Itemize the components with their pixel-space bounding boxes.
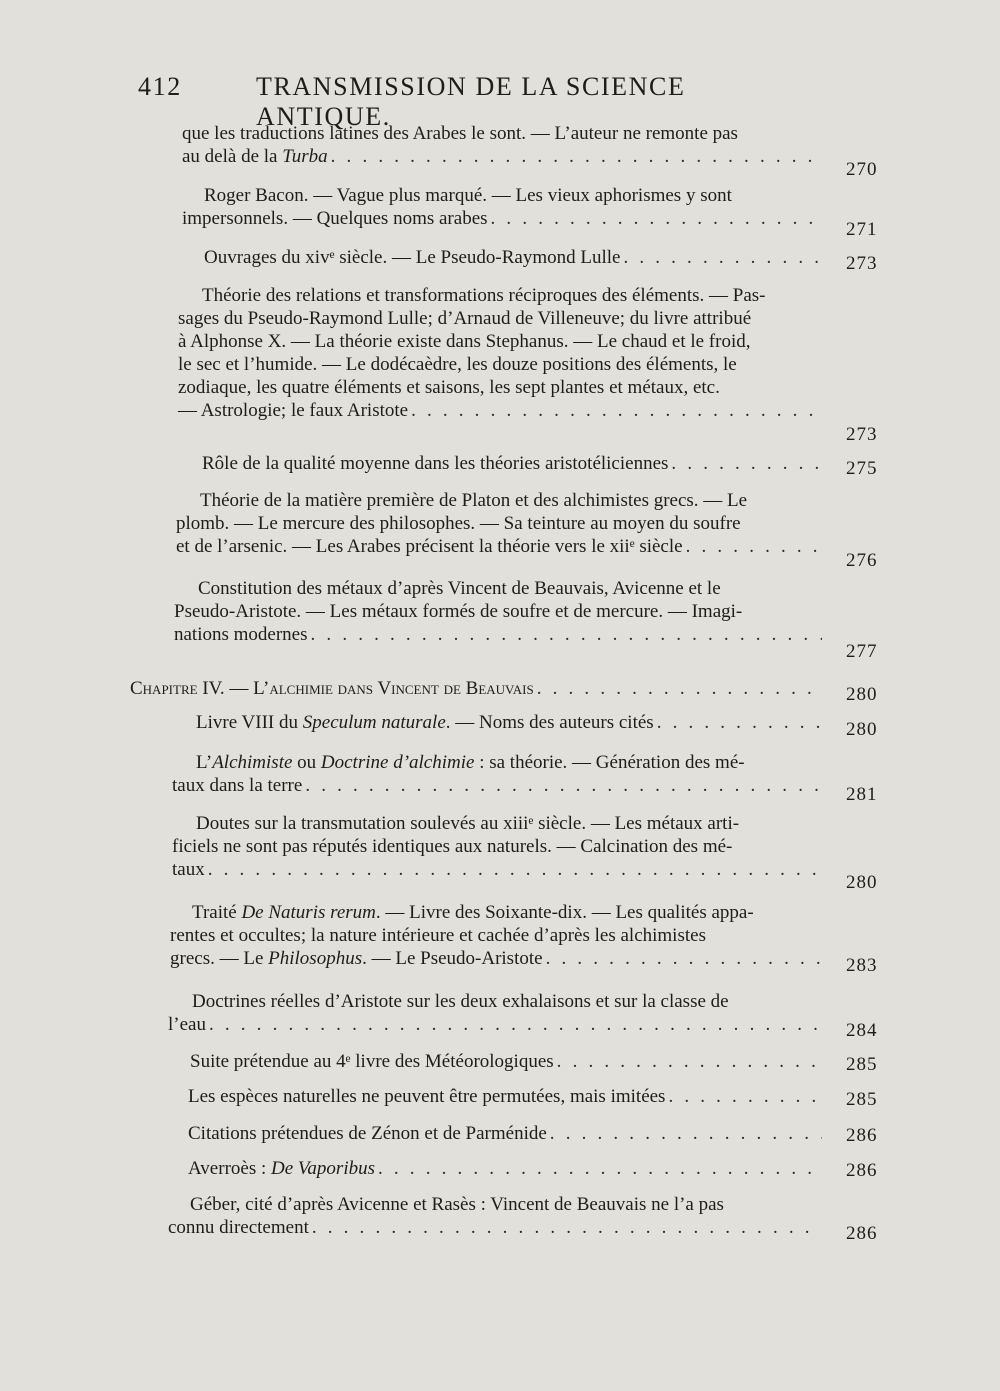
dot-leader bbox=[686, 535, 822, 558]
dot-leader bbox=[208, 858, 822, 881]
dot-leader bbox=[557, 1050, 822, 1073]
toc-line: Rôle de la qualité moyenne dans les théories aristotéliciennes bbox=[202, 453, 669, 474]
averroes-label: Averroès : De Vaporibus bbox=[188, 1158, 375, 1179]
toc-page-number: 280 bbox=[846, 719, 878, 740]
dot-leader bbox=[546, 947, 822, 970]
toc-last-line bbox=[172, 858, 822, 881]
dot-leader bbox=[671, 452, 822, 475]
toc-entry bbox=[182, 122, 822, 168]
toc-last-line bbox=[182, 207, 822, 230]
dot-leader bbox=[331, 145, 822, 168]
toc-last-line bbox=[176, 535, 822, 558]
toc-entry bbox=[188, 1122, 822, 1145]
toc-last-line bbox=[168, 1216, 822, 1239]
toc-last-line bbox=[172, 774, 822, 797]
toc-line: sages du Pseudo-Raymond Lulle; d’Arnaud de Villeneuve; du livre attribué bbox=[178, 308, 752, 329]
toc-line: Pseudo-Aristote. — Les métaux formés de soufre et de mercure. — Imagi- bbox=[174, 601, 743, 622]
toc-entry bbox=[172, 812, 822, 881]
toc-line: Suite prétendue au 4ᵉ livre des Météorologiques bbox=[190, 1051, 554, 1072]
toc-line: l’eau bbox=[168, 1014, 206, 1035]
dot-leader bbox=[411, 399, 822, 422]
dot-leader bbox=[305, 774, 822, 797]
toc-entry bbox=[202, 452, 822, 475]
toc-line: Constitution des métaux d’après Vincent de Beauvais, Avicenne et le bbox=[198, 578, 721, 599]
toc-line: impersonnels. — Quelques noms arabes bbox=[182, 208, 488, 229]
toc-page-number: 285 bbox=[846, 1054, 878, 1075]
toc-page-number: 286 bbox=[846, 1125, 878, 1146]
toc-line: le sec et l’humide. — Le dodécaèdre, les douze positions des éléments, le bbox=[178, 354, 737, 375]
toc-line: Roger Bacon. — Vague plus marqué. — Les vieux aphorismes y sont bbox=[204, 185, 732, 206]
toc-entry bbox=[172, 751, 822, 797]
toc-line: Doutes sur la transmutation soulevés au xiiiᵉ siècle. — Les métaux arti- bbox=[196, 813, 740, 834]
toc-last-line bbox=[204, 246, 822, 269]
toc-last-line bbox=[202, 452, 822, 475]
toc-entry bbox=[182, 184, 822, 230]
toc-line: rentes et occultes; la nature intérieure et cachée d’après les alchimistes bbox=[170, 925, 706, 946]
dot-leader bbox=[623, 246, 822, 269]
dot-leader bbox=[312, 1216, 822, 1239]
toc-line: Traité De Naturis rerum. — Livre des Soixante-dix. — Les qualités appa- bbox=[192, 902, 754, 923]
dot-leader bbox=[668, 1085, 822, 1108]
toc-line: connu directement bbox=[168, 1217, 309, 1238]
toc-last-line bbox=[170, 947, 822, 970]
toc-line: Ouvrages du xivᵉ siècle. — Le Pseudo-Raymond Lulle bbox=[204, 247, 621, 268]
toc-last-line bbox=[130, 677, 822, 700]
toc-entry bbox=[168, 1193, 822, 1239]
toc-page-number: 280 bbox=[846, 872, 878, 893]
toc-line: — Astrologie; le faux Aristote bbox=[178, 400, 409, 421]
toc-entry bbox=[188, 1085, 822, 1108]
toc-page-number: 270 bbox=[846, 159, 878, 180]
toc-line: taux dans la terre bbox=[172, 775, 303, 796]
toc-last-line bbox=[188, 1157, 822, 1180]
toc-entry bbox=[168, 990, 822, 1036]
toc-entry bbox=[196, 711, 822, 734]
toc-line: à Alphonse X. — La théorie existe dans Stephanus. — Le chaud et le froid, bbox=[178, 331, 751, 352]
dot-leader bbox=[657, 711, 822, 734]
toc-line: au delà de la Turba bbox=[182, 146, 328, 167]
toc-entry bbox=[190, 1050, 822, 1073]
toc-page-number: 273 bbox=[846, 424, 878, 445]
toc-line: Théorie des relations et transformations réciproques des éléments. — Pas- bbox=[202, 285, 766, 306]
running-title: TRANSMISSION DE LA SCIENCE ANTIQUE. bbox=[256, 72, 686, 131]
toc-line: Livre VIII du Speculum naturale. — Noms des auteurs cités bbox=[196, 712, 654, 733]
toc-page-number: 283 bbox=[846, 955, 878, 976]
toc-line bbox=[188, 1157, 375, 1180]
dot-leader bbox=[209, 1013, 822, 1036]
toc-page-number: 286 bbox=[846, 1160, 878, 1181]
toc-last-line bbox=[190, 1050, 822, 1073]
toc-page-number: 280 bbox=[846, 684, 878, 705]
toc-line: Théorie de la matière première de Platon et des alchimistes grecs. — Le bbox=[200, 490, 748, 511]
toc-page-number: 273 bbox=[846, 253, 878, 274]
dot-leader bbox=[491, 207, 822, 230]
toc-line: ficiels ne sont pas réputés identiques aux naturels. — Calcination des mé- bbox=[172, 836, 733, 857]
toc-page-number: 285 bbox=[846, 1089, 878, 1110]
toc-entry bbox=[170, 901, 822, 970]
toc-last-line bbox=[188, 1085, 822, 1108]
toc-line: Les espèces naturelles ne peuvent être permutées, mais imitées bbox=[188, 1086, 666, 1107]
toc-page-number: 277 bbox=[846, 641, 878, 662]
toc-line: Doctrines réelles d’Aristote sur les deux exhalaisons et sur la classe de bbox=[192, 991, 729, 1012]
toc-page-number: 271 bbox=[846, 219, 878, 240]
toc-entry bbox=[188, 1157, 822, 1180]
toc-line: Chapitre IV. — L’alchimie dans Vincent de Beauvais bbox=[130, 678, 534, 699]
toc-line: zodiaque, les quatre éléments et saisons, les sept plantes et métaux, etc. bbox=[178, 377, 720, 398]
toc-line: plomb. — Le mercure des philosophes. — Sa teinture au moyen du soufre bbox=[176, 513, 741, 534]
toc-page-number: 281 bbox=[846, 784, 878, 805]
toc-page-number: 275 bbox=[846, 458, 878, 479]
dot-leader bbox=[537, 677, 822, 700]
toc-line: L’Alchimiste ou Doctrine d’alchimie : sa théorie. — Génération des mé- bbox=[196, 752, 745, 773]
chapter-heading bbox=[130, 677, 822, 700]
toc-last-line bbox=[182, 145, 822, 168]
toc-last-line bbox=[168, 1013, 822, 1036]
toc-entry bbox=[176, 489, 822, 558]
toc-line: taux bbox=[172, 859, 205, 880]
toc-page-number: 276 bbox=[846, 550, 878, 571]
toc-line: et de l’arsenic. — Les Arabes précisent la théorie vers le xiiᵉ siècle bbox=[176, 536, 683, 557]
toc-entry bbox=[174, 577, 822, 646]
dot-leader bbox=[550, 1122, 822, 1145]
toc-last-line bbox=[178, 399, 822, 422]
toc-entry bbox=[178, 284, 822, 422]
toc-last-line bbox=[196, 711, 822, 734]
page-number: 412 bbox=[138, 72, 182, 101]
toc-page-number: 284 bbox=[846, 1020, 878, 1041]
toc-line: que les traductions latines des Arabes le sont. — L’auteur ne remonte pas bbox=[182, 123, 738, 144]
toc-entry bbox=[204, 246, 822, 269]
toc-line: nations modernes bbox=[174, 624, 308, 645]
toc-line: grecs. — Le Philosophus. — Le Pseudo-Aristote bbox=[170, 948, 543, 969]
toc-last-line bbox=[188, 1122, 822, 1145]
toc-last-line bbox=[174, 623, 822, 646]
toc-line: Citations prétendues de Zénon et de Parménide bbox=[188, 1123, 547, 1144]
dot-leader bbox=[311, 623, 822, 646]
toc-page-number: 286 bbox=[846, 1223, 878, 1244]
toc-line: Géber, cité d’après Avicenne et Rasès : Vincent de Beauvais ne l’a pas bbox=[190, 1194, 724, 1215]
dot-leader bbox=[378, 1157, 822, 1180]
